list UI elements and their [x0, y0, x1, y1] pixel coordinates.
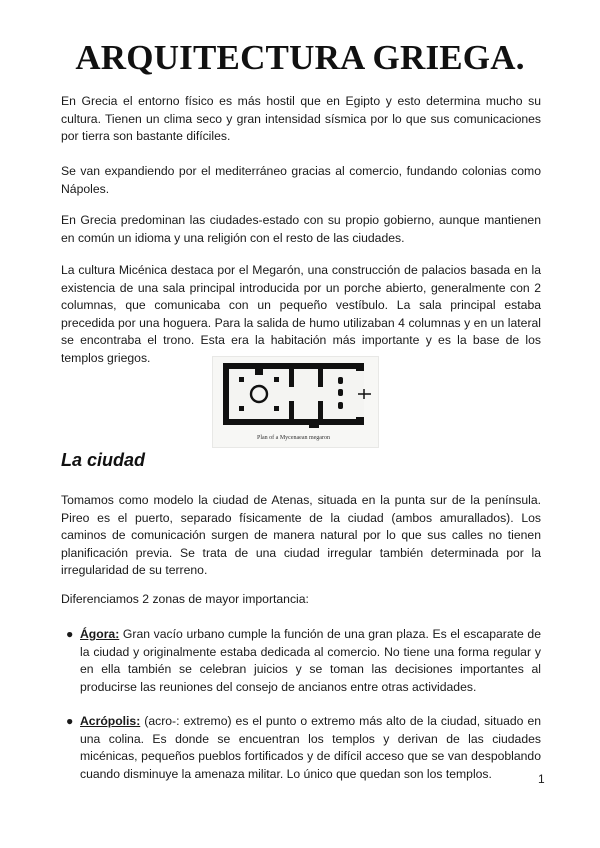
list-item-text: (acro-: extremo) es el punto o extremo más alto de la ciudad, situado en una colina. Es donde se encuentran los templos y derivan de las ciudades micénicas, pequeños pueblos fortificados y de difícil acceso que se van despoblando cuando disminuye la amenaza militar. Lo único que quedan son los templos. — [80, 714, 541, 781]
megaron-plan-drawing — [213, 357, 378, 447]
section-paragraph-1: Tomamos como modelo la ciudad de Atenas, situada en la punta sur de la península. Pireo es el puerto, separado físicamente de la ciudad (ambos amurallados). Los caminos de comunicación surgen de manera natural por lo que sus calles no tienen planificación previa. Se trata de una ciudad irregular también determinada por la irregularidad de su terreno. — [61, 493, 541, 577]
paragraph-1: En Grecia el entorno físico es más hostil que en Egipto y esto determina mucho su cultura. Tienen un clima seco y gran intensidad sísmica por lo que sus comunicaciones por tierra son bastante difíciles. — [61, 94, 541, 143]
page-number: 1 — [538, 772, 545, 786]
figure-caption: Plan of a Mycenaean megaron — [257, 435, 330, 441]
section-paragraph-2: Diferenciamos 2 zonas de mayor importancia: — [61, 592, 309, 606]
porch-column-icon — [338, 377, 343, 384]
section-heading: La ciudad — [61, 450, 146, 470]
paragraph-2: Se van expandiendo por el mediterráneo gracias al comercio, fundando colonias como Nápoles. — [61, 164, 541, 196]
column-icon — [274, 406, 279, 411]
paragraph-4: La cultura Micénica destaca por el Megarón, una construcción de palacios basada en la existencia de una sala principal introducida por un porche abierto, generalmente con 2 columnas, que comunicaba con un pequeño vestíbulo. La sala principal estaba precedida por una hoguera. Para la salida de humo utilizaban 4 columnas y en un lateral se encontraba el trono. Esta era la habitación más importante y es la base de los templos griegos. — [61, 263, 541, 365]
megaron-doorway — [318, 387, 323, 401]
list-item — [61, 713, 541, 783]
porch-column-icon — [338, 389, 343, 396]
list-item-term: Ágora: — [80, 627, 120, 641]
paragraph-3: En Grecia predominan las ciudades-estado con su propio gobierno, aunque mantienen en común un idioma y una religión con el resto de las ciudades. — [61, 213, 541, 245]
megaron-plan-figure — [212, 356, 379, 448]
column-icon — [239, 406, 244, 411]
bullet-dot-icon: ● — [66, 714, 74, 728]
bullet-dot-icon: ● — [66, 627, 74, 641]
list-item-text: Gran vacío urbano cumple la función de una gran plaza. Es el escaparate de la ciudad y originalmente estaba dedicada al comercio. No tiene una forma regular y en ella también se celebran juicios y se toman las decisiones importantes al producirse las reuniones del consejo de ancianos entre otras actividades. — [80, 627, 541, 694]
column-icon — [274, 377, 279, 382]
plan-detail-icon — [309, 423, 319, 428]
porch-column-icon — [338, 402, 343, 409]
list-item-term: Acrópolis: — [80, 714, 141, 728]
bullet-list — [61, 626, 541, 783]
megaron-doorway — [289, 387, 294, 401]
column-icon — [239, 377, 244, 382]
throne-icon — [255, 369, 263, 375]
page-title: ARQUITECTURA GRIEGA. — [75, 38, 525, 77]
megaron-main-hall — [229, 369, 289, 419]
list-item — [61, 626, 541, 696]
megaron-vestibule — [294, 369, 318, 419]
